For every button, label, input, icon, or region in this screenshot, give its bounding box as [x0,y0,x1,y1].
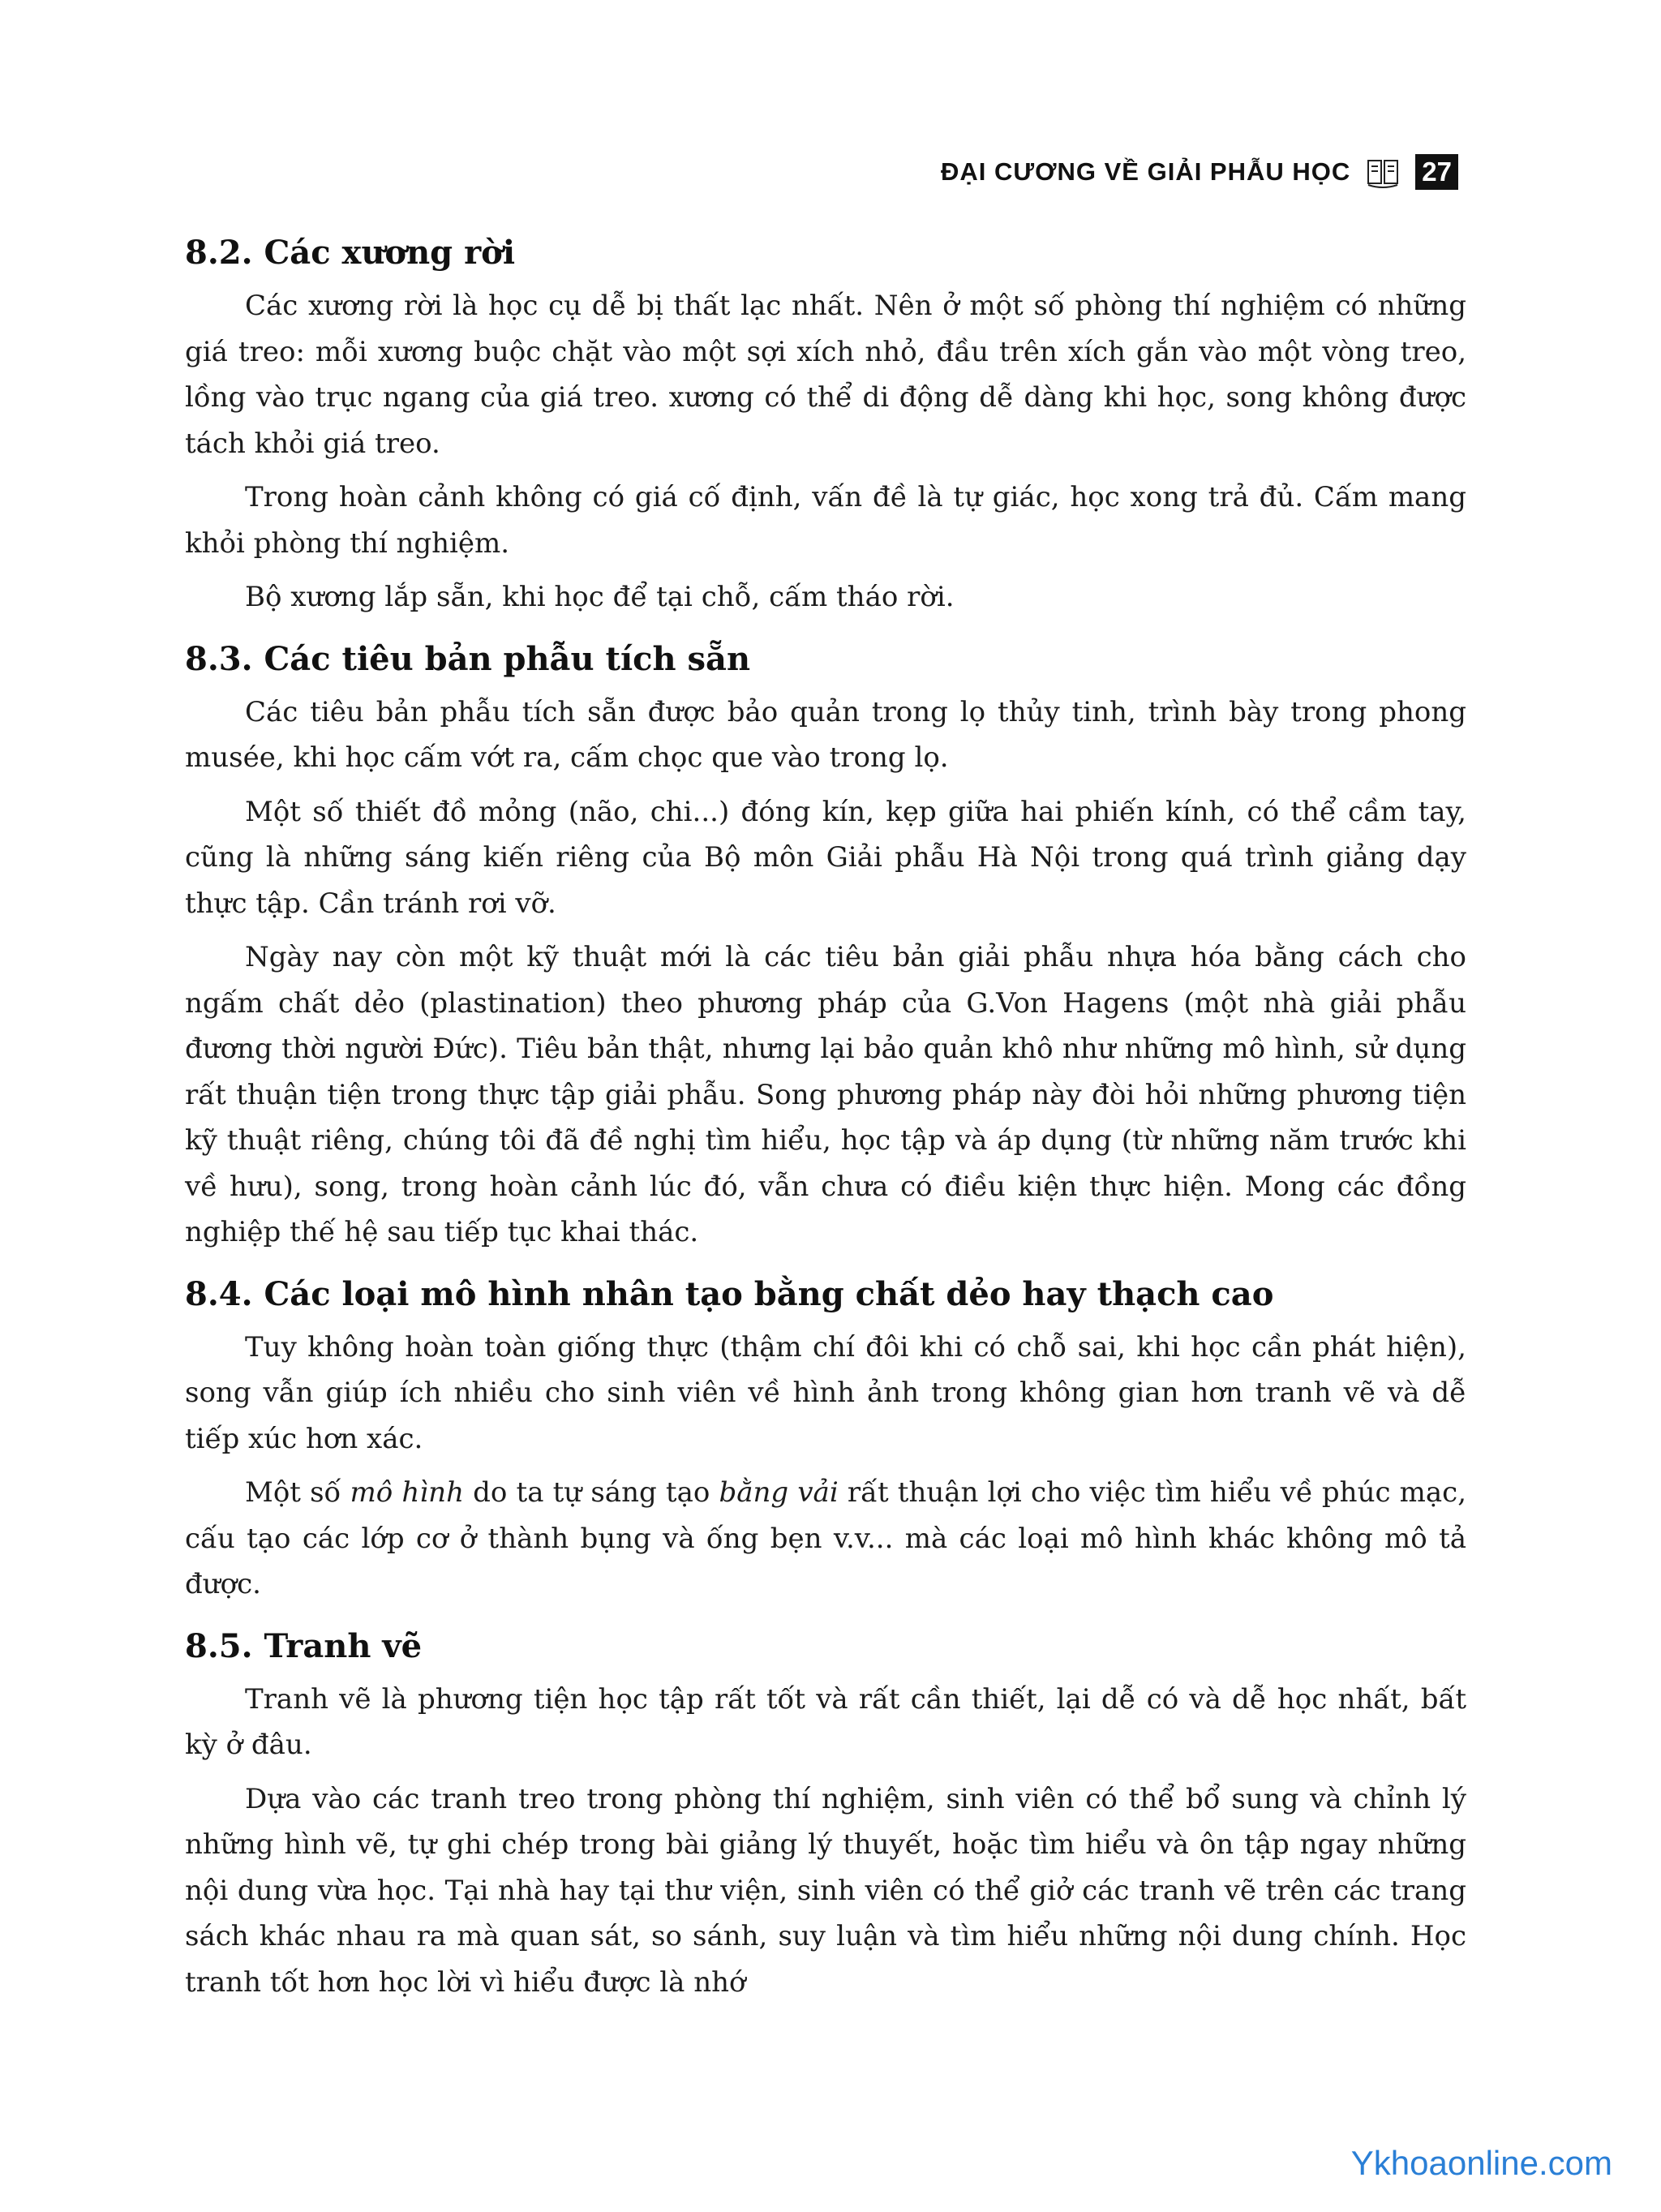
text-run: rất thuận lợi cho việc tìm hiểu về phúc mạc, cấu tạo các lớp cơ ở thành bụng và ống bẹn v.v... mà các loại mô hình khác không mô tả được. [185,1476,1467,1600]
paragraph: Tuy không hoàn toàn giống thực (thậm chí đôi khi có chỗ sai, khi học cần phát hiện), song vẫn giúp ích nhiều cho sinh viên về hình ảnh trong không gian hơn tranh vẽ và dễ tiếp xúc hơn xác. [185,1330,1466,1455]
emphasis-text: mô hình [350,1476,464,1509]
paragraph: Tranh vẽ là phương tiện học tập rất tốt và rất cần thiết, lại dễ có và dễ học nhất, bất kỳ ở đâu. [185,1682,1466,1761]
paragraph: Ngày nay còn một kỹ thuật mới là các tiêu bản giải phẫu nhựa hóa bằng cách cho ngấm chất dẻo (plastination) theo phương pháp của G.Von Hagens (một nhà giải phẫu đương thời người Đức). Tiêu bản thật, nhưng lại bảo quản khô như những mô hình, sử dụng rất thuận tiện trong thực tập giải phẫu. Song phương pháp này đòi hỏi những phương tiện kỹ thuật riêng, chúng tôi đã đề nghị tìm hiểu, học tập và áp dụng (từ những năm trước khi về hưu), song, trong hoàn cảnh lúc đó, vẫn chưa có điều kiện thực hiện. Mong các đồng nghiệp thế hệ sau tiếp tục khai thác. [185,941,1466,1248]
paragraph-with-emphasis [185,1470,1466,1608]
page-number: 27 [1415,154,1458,190]
running-header [941,154,1458,190]
section-heading: 8.2. Các xương rời [185,234,516,272]
main-content [185,234,1466,2025]
text-run: Một số [245,1476,350,1509]
watermark-link[interactable]: Ykhoaonline.com [1350,2144,1612,2182]
section-heading: 8.4. Các loại mô hình nhân tạo bằng chất dẻo hay thạch cao [185,1274,1274,1313]
section-8-5 [185,1627,1466,2006]
paragraph: Một số thiết đồ mỏng (não, chi...) đóng kín, kẹp giữa hai phiến kính, có thể cầm tay, cũng là những sáng kiến riêng của Bộ môn Giải phẫu Hà Nội trong quá trình giảng dạy thực tập. Cần tránh rơi vỡ. [185,795,1466,920]
section-heading: 8.3. Các tiêu bản phẫu tích sẵn [185,639,751,678]
paragraph: Các xương rời là học cụ dễ bị thất lạc nhất. Nên ở một số phòng thí nghiệm có những giá treo: mỗi xương buộc chặt vào một sợi xích nhỏ, đầu trên xích gắn vào một vòng treo, lồng vào trục ngang của giá treo. xương có thể di động dễ dàng khi học, song không được tách khỏi giá treo. [185,290,1466,460]
paragraph: Bộ xương lắp sẵn, khi học để tại chỗ, cấm tháo rời. [245,581,955,613]
paragraph: Dựa vào các tranh treo trong phòng thí nghiệm, sinh viên có thể bổ sung và chỉnh lý những hình vẽ, tự ghi chép trong bài giảng lý thuyết, hoặc tìm hiểu và ôn tập ngay những nội dung vừa học. Tại nhà hay tại thư viện, sinh viên có thể giở các tranh vẽ trên các trang sách khác nhau ra mà quan sát, so sánh, suy luận và tìm hiểu những nội dung chính. Học tranh tốt hơn học lời vì hiểu được là nhớ [185,1782,1466,1999]
paragraph: Các tiêu bản phẫu tích sẵn được bảo quản trong lọ thủy tinh, trình bày trong phong musée, khi học cấm vớt ra, cấm chọc que vào trong lọ. [185,695,1466,774]
emphasis-text: bằng vải [719,1476,839,1509]
section-8-4 [185,1275,1466,1608]
section-8-3 [185,640,1466,1256]
text-run: do ta tự sáng tạo [463,1476,719,1509]
book-ornament-icon [1365,154,1401,190]
section-heading: 8.5. Tranh vẽ [185,1626,423,1665]
paragraph: Trong hoàn cảnh không có giá cố định, vấn đề là tự giác, học xong trả đủ. Cấm mang khỏi phòng thí nghiệm. [185,481,1466,560]
header-title: ĐẠI CƯƠNG VỀ GIẢI PHẪU HỌC [940,157,1351,186]
section-8-2 [185,234,1466,621]
